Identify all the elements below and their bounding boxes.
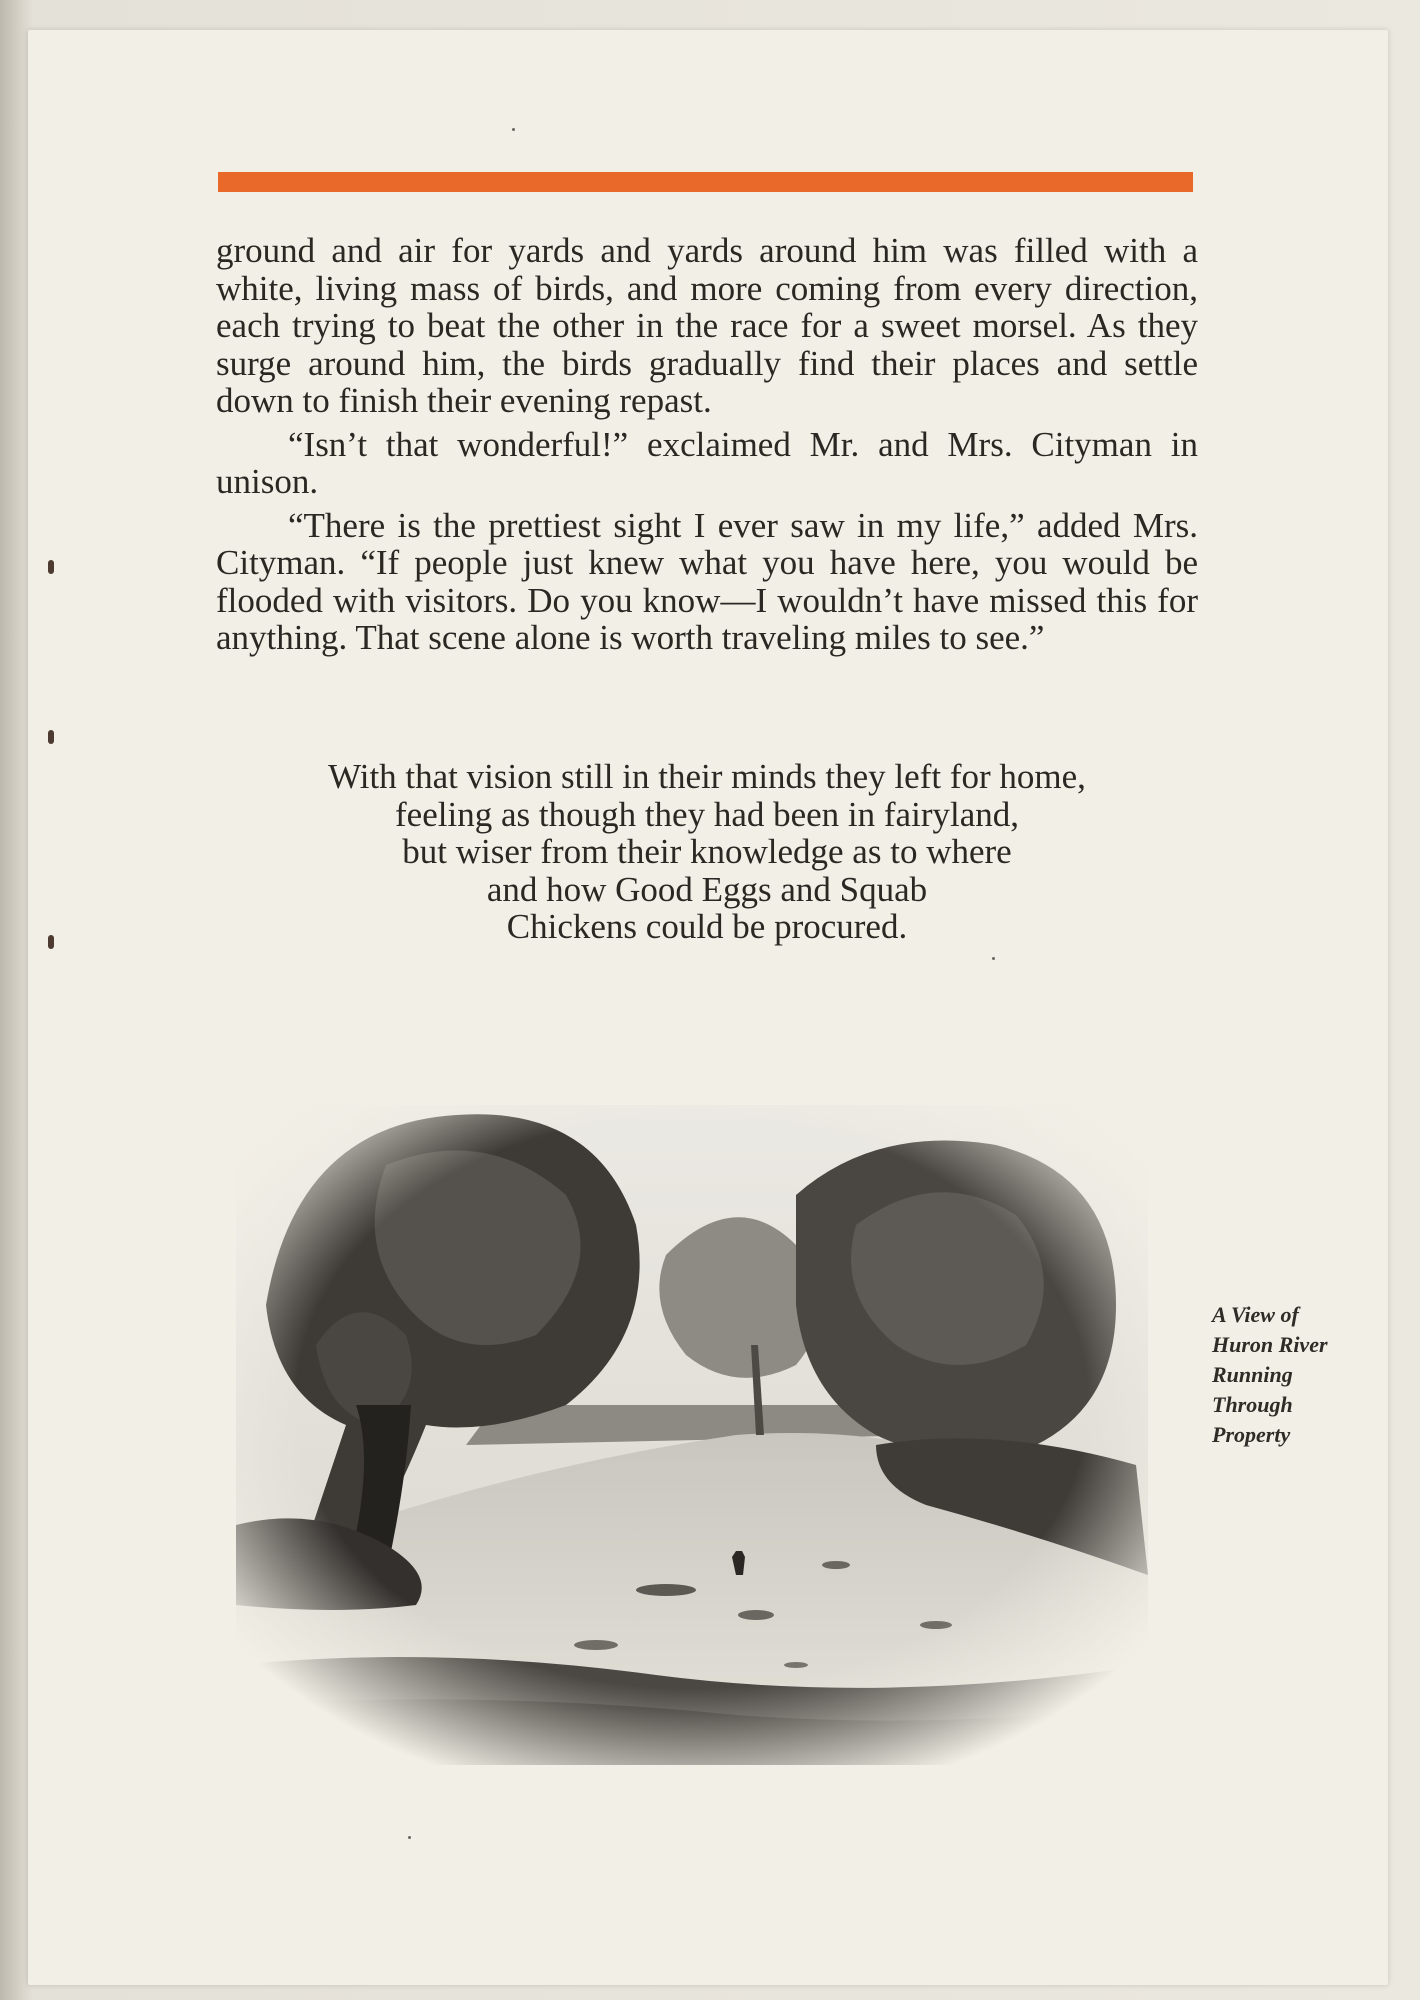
staple-mark — [48, 560, 54, 574]
body-text — [216, 232, 1198, 663]
caption-line: Running — [1212, 1362, 1293, 1387]
paper-speck — [408, 1836, 411, 1839]
closing-line: feeling as though they had been in fairyland, — [395, 794, 1019, 834]
closing-line: Chickens could be procured. — [506, 907, 908, 946]
closing-line: but wiser from their knowledge as to where — [402, 832, 1012, 871]
closing-line: With that vision still in their minds they left for home, — [328, 757, 1086, 796]
paragraph-1: ground and air for yards and yards around him was filled with a white, living mass of birds, and more coming from every direction, each trying to beat the other in the race for a sweet morsel. As they surge around him, the birds gradually find their places and settle down to finish their evening repast. — [216, 231, 1198, 420]
staple-mark — [48, 730, 54, 744]
paper-speck — [992, 957, 995, 960]
paragraph-2: “Isn’t that wonderful!” exclaimed Mr. and Mrs. Cityman in unison. — [216, 424, 1198, 501]
caption-line: Huron River — [1212, 1332, 1328, 1357]
caption-line: Through — [1212, 1392, 1293, 1417]
orange-header-rule — [218, 172, 1193, 192]
closing-line: and how Good Eggs and Squab — [486, 869, 928, 909]
staple-mark — [48, 935, 54, 949]
closing-paragraph — [200, 758, 1214, 946]
paragraph-3: “There is the prettiest sight I ever saw in my life,” added Mrs. Cityman. “If people just knew what you have here, you would be flooded with visitors. Do you know—I wouldn’t have missed this for anything. That scene alone is worth traveling miles to see.” — [216, 505, 1198, 657]
caption-line: A View of — [1212, 1302, 1299, 1327]
paper-speck — [512, 128, 515, 131]
river-photograph — [236, 1105, 1148, 1765]
photo-caption — [1212, 1300, 1362, 1450]
caption-line: Property — [1212, 1422, 1291, 1447]
